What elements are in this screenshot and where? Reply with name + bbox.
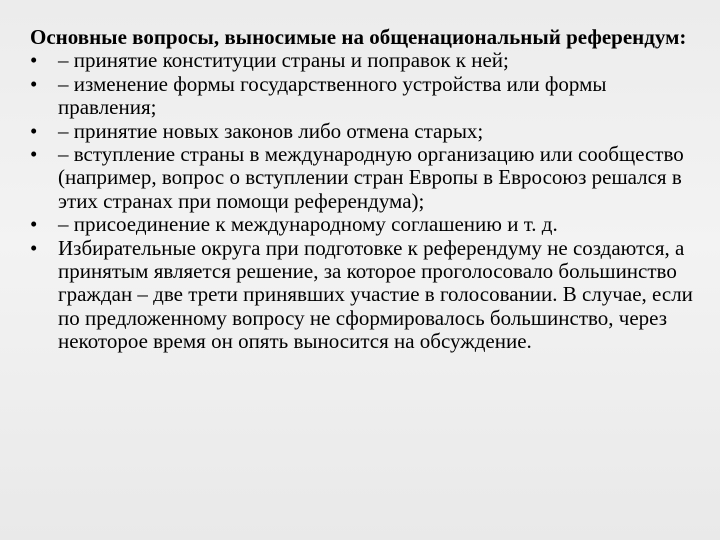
- bullet-icon: •: [30, 71, 38, 96]
- list-item: [30, 213, 700, 236]
- bullet-icon: •: [30, 142, 38, 167]
- list-item-text: – изменение формы государственного устройства или формы правления;: [58, 71, 607, 120]
- list-item: [30, 143, 700, 213]
- bullet-icon: •: [30, 212, 38, 237]
- bullet-list: [30, 49, 700, 353]
- list-item: [30, 120, 700, 143]
- bullet-icon: •: [30, 235, 38, 260]
- list-item-text: – присоединение к международному соглашению и т. д.: [58, 212, 558, 237]
- slide-content: [30, 26, 700, 354]
- bullet-icon: •: [30, 48, 38, 73]
- list-item: [30, 237, 700, 354]
- list-item-text: – принятие новых законов либо отмена старых;: [58, 118, 484, 143]
- bullet-icon: •: [30, 118, 38, 143]
- list-item-text: Избирательные округа при подготовке к референдуму не создаются, а принятым является решение, за которое проголосовало большинство граждан – две трети принявших участие в голосовании. В случае, если по предложенному вопросу не сформировалось большинство, через некоторое время он опять выносится на обсуждение.: [58, 235, 693, 354]
- list-item: [30, 49, 700, 72]
- list-item: [30, 73, 700, 120]
- list-item-text: – вступление страны в международную организацию или сообщество (например, вопрос о вступлении стран Европы в Евросоюз решался в этих странах при помощи референдума);: [58, 142, 684, 213]
- list-item-text: – принятие конституции страны и поправок к ней;: [58, 48, 509, 73]
- slide-heading: Основные вопросы, выносимые на общенациональный референдум:: [30, 25, 687, 49]
